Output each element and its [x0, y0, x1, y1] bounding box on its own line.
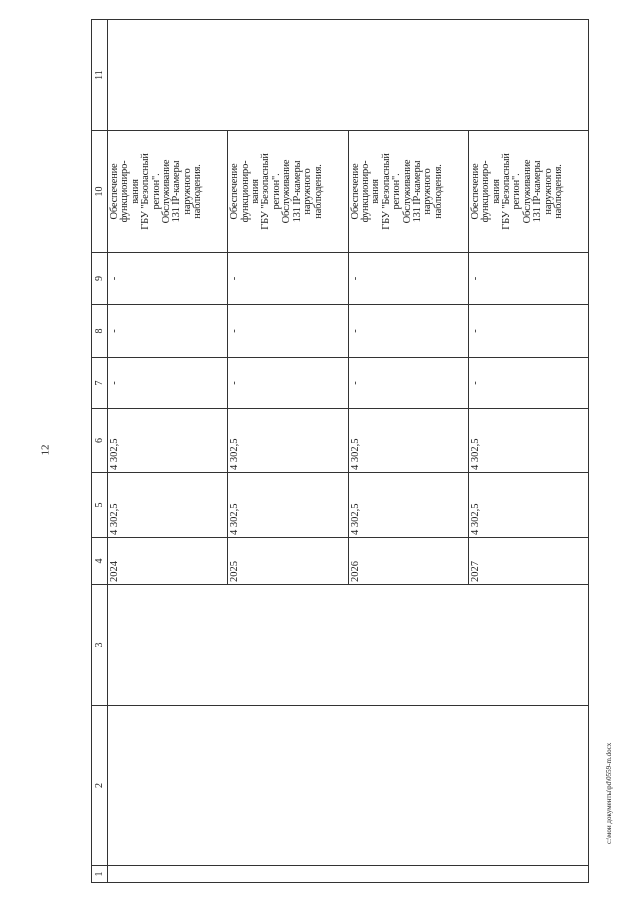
description-line: функциониро-	[359, 160, 371, 223]
amount-cell: 4 302,5	[228, 409, 348, 473]
description-line: функциониро-	[119, 160, 131, 223]
empty-value-cell: -	[228, 253, 348, 305]
merged-cell-col2	[108, 706, 589, 866]
description-line: регион".	[391, 173, 403, 210]
budget-table	[91, 19, 589, 883]
description-line: 131 IP-камеры	[532, 160, 544, 223]
merged-cell-col1	[108, 866, 589, 883]
column-header: 5	[92, 473, 108, 538]
description-line: наблюдения.	[432, 164, 444, 219]
description-line: регион".	[150, 173, 162, 210]
description-line: наблюдения.	[192, 164, 204, 219]
merged-cell-col11	[108, 20, 589, 131]
description-line: вания	[250, 179, 262, 204]
year-cell: 2024	[108, 538, 228, 585]
empty-value-cell: -	[108, 253, 228, 305]
description-line: Обслуживание	[521, 159, 533, 224]
amount-cell: 4 302,5	[228, 473, 348, 538]
description-line: 131 IP-камеры	[411, 160, 423, 223]
description-cell	[108, 131, 228, 253]
page-number: 12	[39, 444, 52, 456]
description-line: наблюдения.	[553, 164, 564, 219]
description-line: вания	[490, 179, 502, 204]
empty-value-cell: -	[348, 305, 468, 358]
description-line: вания	[129, 179, 141, 204]
description-line: наружного	[302, 168, 314, 215]
description-line: ГБУ "Безопасный	[380, 153, 392, 230]
description-line: наружного	[181, 168, 193, 215]
budget-table-container	[91, 20, 589, 883]
amount-cell: 4 302,5	[468, 409, 588, 473]
year-cell: 2025	[228, 538, 348, 585]
description-line: регион".	[511, 173, 523, 210]
description-line: наружного	[542, 168, 554, 215]
description-line: Обеспечение	[469, 163, 481, 220]
description-line: регион".	[270, 173, 282, 210]
year-cell: 2026	[348, 538, 468, 585]
amount-cell: 4 302,5	[348, 473, 468, 538]
column-header: 9	[92, 253, 108, 305]
column-header: 3	[92, 585, 108, 706]
column-header: 8	[92, 305, 108, 358]
amount-cell: 4 302,5	[108, 473, 228, 538]
year-cell: 2027	[468, 538, 588, 585]
empty-value-cell: -	[348, 358, 468, 409]
amount-cell: 4 302,5	[108, 409, 228, 473]
description-line: ГБУ "Безопасный	[140, 153, 152, 230]
column-header: 1	[92, 866, 108, 883]
empty-value-cell: -	[468, 358, 588, 409]
description-line: Обеспечение	[229, 163, 241, 220]
column-header: 2	[92, 706, 108, 866]
description-line: наружного	[422, 168, 434, 215]
file-path: c:\мои документы\pd\0559-m.docx	[605, 742, 613, 844]
empty-value-cell: -	[108, 358, 228, 409]
column-header: 7	[92, 358, 108, 409]
description-line: вания	[370, 179, 382, 204]
amount-cell: 4 302,5	[468, 473, 588, 538]
column-header: 4	[92, 538, 108, 585]
empty-value-cell: -	[228, 358, 348, 409]
description-line: ГБУ "Безопасный	[260, 153, 272, 230]
description-cell	[468, 131, 588, 253]
column-header: 10	[92, 131, 108, 253]
description-line: функциониро-	[480, 160, 492, 223]
description-line: функциониро-	[239, 160, 251, 223]
table-header-row	[92, 20, 108, 883]
description-cell	[228, 131, 348, 253]
description-line: Обслуживание	[281, 159, 293, 224]
empty-value-cell: -	[348, 253, 468, 305]
empty-value-cell: -	[108, 305, 228, 358]
description-line: 131 IP-камеры	[171, 160, 183, 223]
empty-value-cell: -	[468, 305, 588, 358]
description-line: наблюдения.	[312, 164, 324, 219]
amount-cell: 4 302,5	[348, 409, 468, 473]
description-line: Обслуживание	[401, 159, 413, 224]
description-line: Обеспечение	[109, 163, 120, 220]
empty-value-cell: -	[468, 253, 588, 305]
column-header: 11	[92, 20, 108, 131]
description-line: Обеспечение	[349, 163, 361, 220]
description-line: Обслуживание	[161, 159, 173, 224]
description-line: ГБУ "Безопасный	[500, 153, 512, 230]
empty-value-cell: -	[228, 305, 348, 358]
column-header: 6	[92, 409, 108, 473]
merged-cell-col3	[108, 585, 589, 706]
description-cell	[348, 131, 468, 253]
description-line: 131 IP-камеры	[291, 160, 303, 223]
